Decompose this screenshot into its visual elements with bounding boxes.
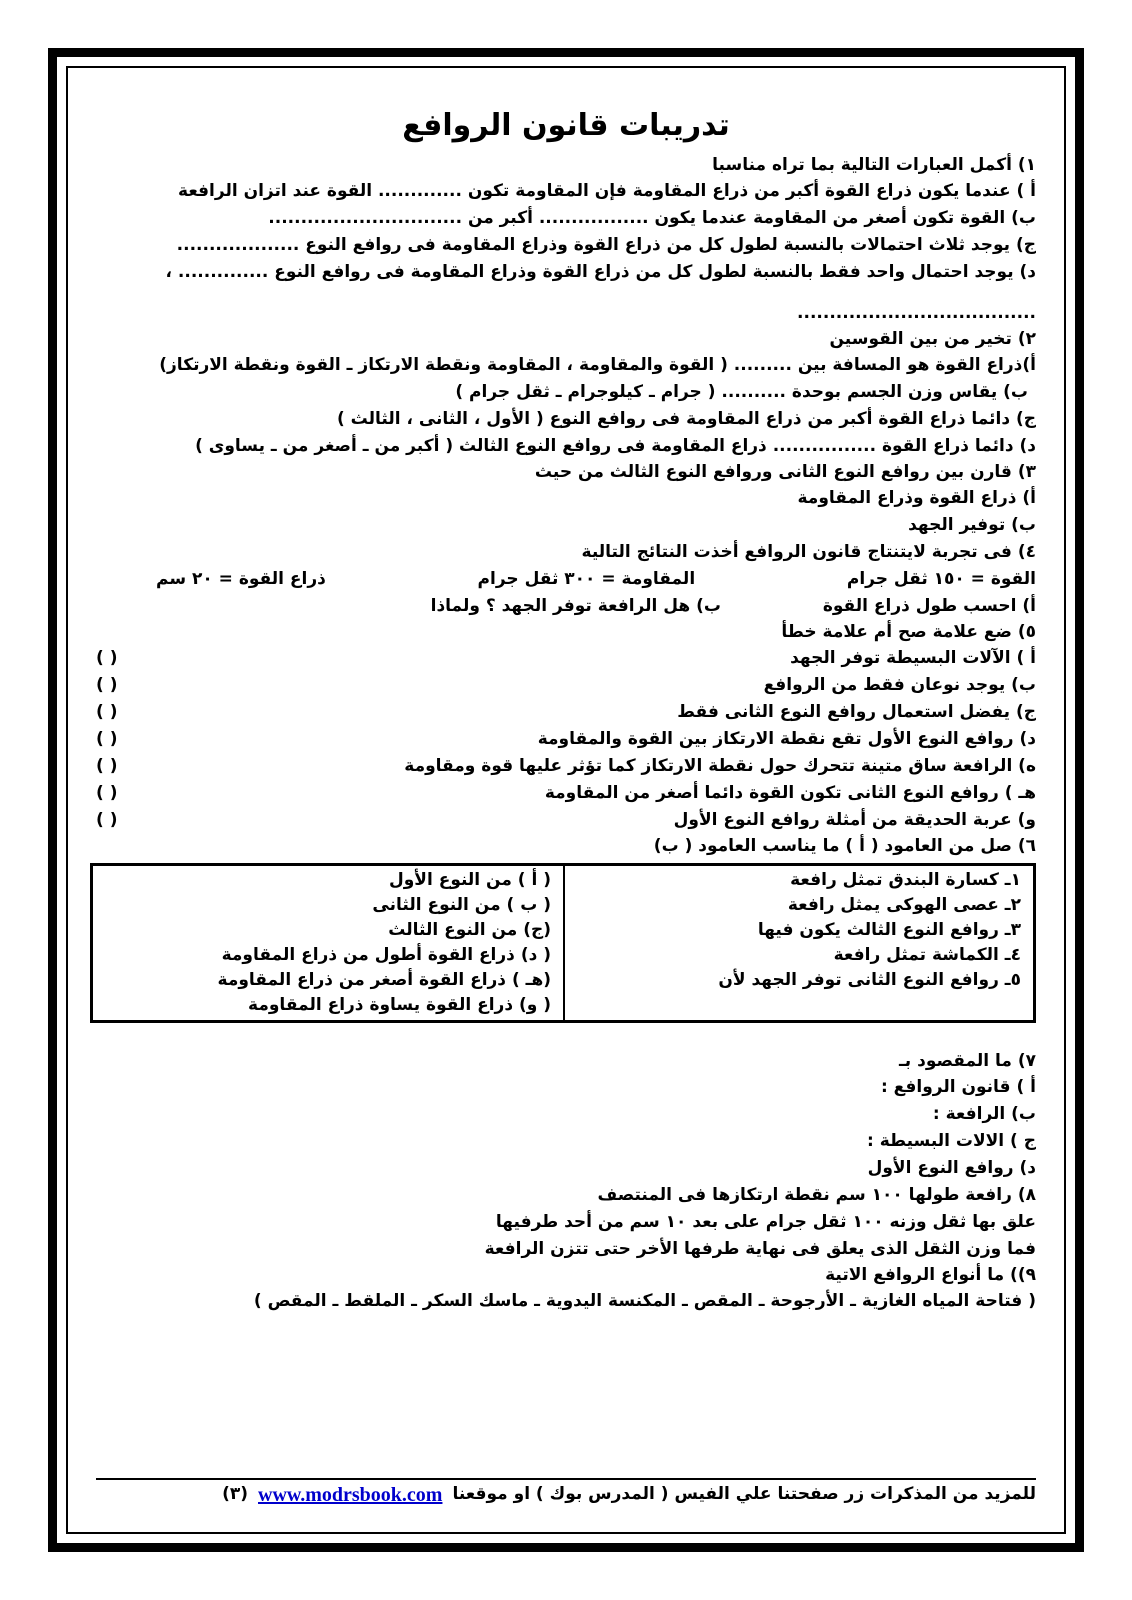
q1-line: ..................................... [797, 303, 1036, 323]
column-b-item: ( ب ) من النوع الثانى [372, 895, 551, 915]
tf-statement: ج) يفضل استعمال روافع النوع الثانى فقط [677, 702, 1036, 722]
q7-line: أ ) قانون الروافع : [880, 1077, 1036, 1097]
tf-row [96, 807, 1036, 834]
q2-line: د) دائما ذراع القوة ................ ذراع المقاومة فى روافع النوع الثالث ( أكبر من ـ أصغر من ـ يساوى ) [195, 436, 1036, 456]
tf-answer-slot[interactable]: ( ) [96, 810, 118, 830]
column-a-item: ٣ـ روافع النوع الثالث يكون فيها [757, 920, 1021, 940]
column-a-item: ٢ـ عصى الهوكى يمثل رافعة [787, 895, 1021, 915]
website-link[interactable]: www.modrsbook.com [258, 1484, 443, 1506]
column-b [93, 866, 563, 1020]
tf-statement: د) روافع النوع الأول تقع نقطة الارتكاز بين القوة والمقاومة [537, 729, 1036, 749]
q1-line: د) يوجد احتمال واحد فقط بالنسبة لطول كل من ذراع القوة وذراع المقاومة فى روافع النوع .............. ، [165, 262, 1036, 282]
tf-row [96, 699, 1036, 726]
tf-answer-slot[interactable]: ( ) [96, 729, 118, 749]
column-a [563, 866, 1033, 1020]
q1-heading: ١) أكمل العبارات التالية بما تراه مناسبا [712, 155, 1036, 175]
tf-answer-slot[interactable]: ( ) [96, 756, 118, 776]
tf-statement: هـ ) روافع النوع الثانى تكون القوة دائما أصغر من المقاومة [544, 783, 1036, 803]
q2-heading: ٢) تخير من بين القوسين [829, 329, 1036, 349]
matching-table [90, 863, 1036, 1023]
q1-line: أ ) عندما يكون ذراع القوة أكبر من ذراع المقاومة فإن المقاومة تكون ............. القوة عند اتزان الرافعة [178, 181, 1036, 201]
q1-line: ج) يوجد ثلاث احتمالات بالنسبة لطول كل من ذراع القوة وذراع المقاومة فى روافع النوع ................... [176, 235, 1036, 255]
column-b-item: ( أ ) من النوع الأول [388, 870, 551, 890]
q9-heading: ٩)) ما أنواع الروافع الاتية [825, 1265, 1036, 1285]
tf-statement: و) عربة الحديقة من أمثلة روافع النوع الأول [673, 810, 1036, 830]
q7-line: د) روافع النوع الأول [867, 1158, 1036, 1178]
tf-statement: ه) الرافعة ساق متينة تتحرك حول نقطة الارتكاز كما تؤثر عليها قوة ومقاومة [404, 756, 1036, 776]
tf-answer-slot[interactable]: ( ) [96, 648, 118, 668]
page-number: (٣) [222, 1484, 249, 1504]
page-footer [96, 1478, 1036, 1507]
tf-row [96, 753, 1036, 780]
q4-part-a: أ) احسب طول ذراع القوة [822, 596, 1036, 616]
q4-force-arm: ذراع القوة = ٢٠ سم [156, 569, 326, 589]
column-a-item: ٤ـ الكماشة تمثل رافعة [833, 945, 1021, 965]
q4-values [96, 566, 1036, 593]
tf-answer-slot[interactable]: ( ) [96, 702, 118, 722]
page-title: تدريبات قانون الروافع [402, 108, 730, 143]
q8-line: ٨) رافعة طولها ١٠٠ سم نقطة ارتكازها فى المنتصف [597, 1185, 1036, 1205]
column-a-item: ١ـ كسارة البندق تمثل رافعة [790, 870, 1021, 890]
tf-statement: أ ) الآلات البسيطة توفر الجهد [790, 648, 1036, 668]
column-a-item: ٥ـ روافع النوع الثانى توفر الجهد لأن [718, 970, 1021, 990]
q4-part-b: ب) هل الرافعة توفر الجهد ؟ ولماذا [430, 596, 721, 616]
q4-parts [96, 593, 1036, 620]
q2-line: ب) يقاس وزن الجسم بوحدة .......... ( جرام ـ كيلوجرام ـ ثقل جرام ) [455, 382, 1028, 402]
q5-heading: ٥) ضع علامة صح أم علامة خطأ [781, 622, 1036, 642]
q1-line: ب) القوة تكون أصغر من المقاومة عندما يكون ................. أكبر من .............................. [268, 208, 1036, 228]
q8-line: علق بها ثقل وزنه ١٠٠ ثقل جرام على بعد ١٠ سم من أحد طرفيها [495, 1212, 1036, 1232]
q8-line: فما وزن الثقل الذى يعلق فى نهاية طرفها الأخر حتى تتزن الرافعة [484, 1239, 1036, 1259]
q4-resistance: المقاومة = ٣٠٠ ثقل جرام [477, 569, 696, 589]
column-b-item: ( و) ذراع القوة يساوة ذراع المقاومة [248, 995, 551, 1015]
q4-heading: ٤) فى تجربة لايتنتاج قانون الروافع أخذت النتائج التالية [581, 542, 1036, 562]
tf-row [96, 645, 1036, 672]
q3-line: ب) توفير الجهد [908, 515, 1036, 535]
q9-line: ( فتاحة المياه الغازية ـ الأرجوحة ـ المقص ـ المكنسة اليدوية ـ ماسك السكر ـ الملقط ـ المقص ) [253, 1291, 1036, 1311]
footer-text: للمزيد من المذكرات زر صفحتنا علي الفيس ( المدرس بوك ) او موقعنا [452, 1484, 1036, 1504]
q3-line: أ) ذراع القوة وذراع المقاومة [797, 488, 1036, 508]
tf-statement: ب) يوجد نوعان فقط من الروافع [763, 675, 1036, 695]
tf-row [96, 780, 1036, 807]
column-b-item: (ج) من النوع الثالث [388, 920, 551, 940]
q6-heading: ٦) صل من العامود ( أ ) ما يناسب العامود ( ب) [653, 836, 1036, 856]
tf-answer-slot[interactable]: ( ) [96, 675, 118, 695]
tf-row [96, 672, 1036, 699]
worksheet [96, 108, 1036, 1315]
q2-line: أ)ذراع القوة هو المسافة بين ......... ( القوة والمقاومة ، المقاومة ونقطة الارتكاز ـ القوة ونقطة الارتكاز) [159, 355, 1036, 375]
q3-heading: ٣) قارن بين روافع النوع الثانى وروافع النوع الثالث من حيث [534, 462, 1036, 482]
tf-row [96, 726, 1036, 753]
q2-line: ج) دائما ذراع القوة أكبر من ذراع المقاومة فى روافع النوع ( الأول ، الثانى ، الثالث ) [336, 409, 1036, 429]
q7-line: ج ) الالات البسيطة : [867, 1131, 1036, 1151]
q7-line: ب) الرافعة : [932, 1104, 1036, 1124]
column-b-item: (هـ ) ذراع القوة أصغر من ذراع المقاومة [217, 970, 551, 990]
tf-answer-slot[interactable]: ( ) [96, 783, 118, 803]
column-b-item: ( د) ذراع القوة أطول من ذراع المقاومة [221, 945, 551, 965]
q4-force: القوة = ١٥٠ ثقل جرام [846, 569, 1036, 589]
q7-heading: ٧) ما المقصود بـ [899, 1051, 1036, 1071]
